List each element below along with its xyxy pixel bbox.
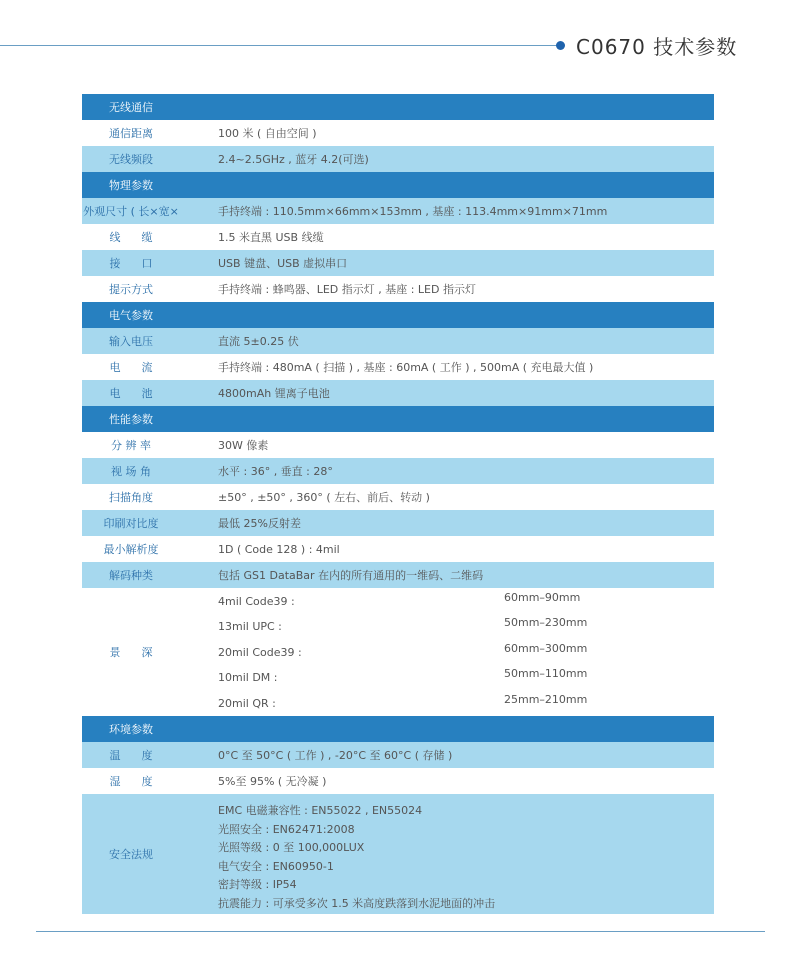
row-value: 0°C 至 50°C ( 工作 ) , -20°C 至 60°C ( 存储 ) [218, 749, 453, 762]
safety-item: 光照安全 : EN62471:2008 [218, 822, 355, 836]
row-value: 最低 25%反射差 [218, 517, 301, 530]
row-label: 分 辨 率 [111, 439, 151, 452]
table-row [82, 458, 714, 484]
safety-item: EMC 电磁兼容性 : EN55022 , EN55024 [218, 804, 423, 817]
depth-range: 50mm–110mm [504, 667, 588, 681]
safety-item: 光照等级 : 0 至 100,000LUX [218, 841, 365, 854]
row-value: 30W 像素 [218, 439, 269, 452]
row-label: 输入电压 [109, 335, 153, 348]
header-rule [0, 45, 560, 46]
header-dot-icon [556, 41, 565, 50]
row-label: 电 池 [109, 387, 153, 400]
row-label: 安全法规 [109, 848, 153, 861]
table-row [82, 536, 714, 562]
table-row [82, 562, 714, 588]
row-label: 解码种类 [109, 569, 153, 582]
row-label: 物理参数 [109, 179, 153, 192]
row-label: 电 流 [109, 361, 153, 374]
table-row [82, 588, 714, 716]
barcode-type: 4mil Code39 : [218, 594, 295, 608]
row-label: 外观尺寸 ( 长×宽× [83, 205, 179, 218]
section-header [82, 302, 714, 328]
depth-range: 60mm–300mm [504, 641, 588, 655]
row-value: 直流 5±0.25 伏 [218, 335, 299, 348]
table-row [82, 510, 714, 536]
row-value: 手持终端 : 蜂鸣器、LED 指示灯 , 基座 : LED 指示灯 [218, 283, 476, 296]
safety-item: 密封等级 : IP54 [218, 878, 297, 891]
row-value: ±50° , ±50° , 360° ( 左右、前后、转动 ) [218, 491, 430, 504]
row-value: 1D ( Code 128 ) : 4mil [218, 542, 340, 556]
row-label: 线 缆 [109, 231, 153, 244]
row-value: 100 米 ( 自由空间 ) [218, 127, 317, 140]
table-row [82, 224, 714, 250]
barcode-type: 13mil UPC : [218, 620, 282, 634]
depth-item [218, 690, 714, 716]
table-row [82, 432, 714, 458]
row-label: 湿 度 [109, 775, 153, 788]
row-value: 1.5 米直黑 USB 线缆 [218, 231, 324, 244]
table-row [82, 250, 714, 276]
row-label: 景 深 [109, 646, 153, 659]
page-title: C0670 技术参数 [576, 35, 738, 59]
depth-range: 25mm–210mm [504, 692, 588, 706]
table-row [82, 768, 714, 794]
footer-rule [36, 931, 765, 932]
table-row [82, 146, 714, 172]
row-label: 性能参数 [109, 413, 153, 426]
row-label: 温 度 [109, 749, 153, 762]
depth-item [218, 614, 714, 640]
table-row [82, 276, 714, 302]
row-label: 接 口 [109, 257, 153, 270]
row-label: 无线频段 [109, 153, 153, 166]
row-value: 手持终端 : 480mA ( 扫描 ) , 基座 : 60mA ( 工作 ) , 500mA ( 充电最大值 ) [218, 361, 594, 374]
table-row [82, 484, 714, 510]
depth-item [218, 588, 714, 614]
row-label: 电气参数 [109, 309, 153, 322]
row-value: 4800mAh 锂离子电池 [218, 387, 330, 400]
depth-item [218, 665, 714, 691]
depth-item [218, 639, 714, 665]
section-header [82, 94, 714, 120]
row-label: 提示方式 [109, 283, 153, 296]
row-value: 手持终端 : 110.5mm×66mm×153mm , 基座 : 113.4mm×91mm×71mm [218, 205, 608, 218]
table-row [82, 328, 714, 354]
section-header [82, 172, 714, 198]
row-label: 无线通信 [109, 101, 153, 114]
row-value: 包括 GS1 DataBar 在内的所有通用的一维码、二维码 [218, 569, 484, 582]
row-label: 视 场 角 [111, 465, 151, 478]
barcode-type: 20mil QR : [218, 696, 276, 710]
table-row [82, 380, 714, 406]
row-label: 通信距离 [109, 127, 153, 140]
safety-list [218, 802, 495, 913]
safety-item: 抗震能力 : 可承受多次 1.5 米高度跌落到水泥地面的冲击 [218, 896, 496, 910]
row-value: 水平 : 36° , 垂直 : 28° [218, 465, 333, 478]
table-row [82, 198, 714, 224]
row-value: 5%至 95% ( 无冷凝 ) [218, 775, 327, 788]
table-row [82, 742, 714, 768]
table-row [82, 354, 714, 380]
depth-range: 50mm–230mm [504, 616, 588, 630]
safety-item: 电气安全 : EN60950-1 [218, 859, 334, 873]
table-row [82, 120, 714, 146]
section-header [82, 406, 714, 432]
barcode-type: 20mil Code39 : [218, 645, 302, 659]
depth-range: 60mm–90mm [504, 590, 581, 604]
barcode-type: 10mil DM : [218, 671, 278, 685]
spec-table [82, 94, 714, 914]
row-value: 2.4~2.5GHz , 蓝牙 4.2(可选) [218, 153, 369, 166]
row-value: USB 键盘、USB 虚拟串口 [218, 257, 348, 270]
row-label: 印刷对比度 [103, 517, 159, 530]
section-header [82, 716, 714, 742]
row-label: 最小解析度 [103, 543, 159, 556]
row-label: 扫描角度 [109, 491, 153, 504]
table-row [82, 794, 714, 914]
row-label: 环境参数 [109, 723, 153, 736]
